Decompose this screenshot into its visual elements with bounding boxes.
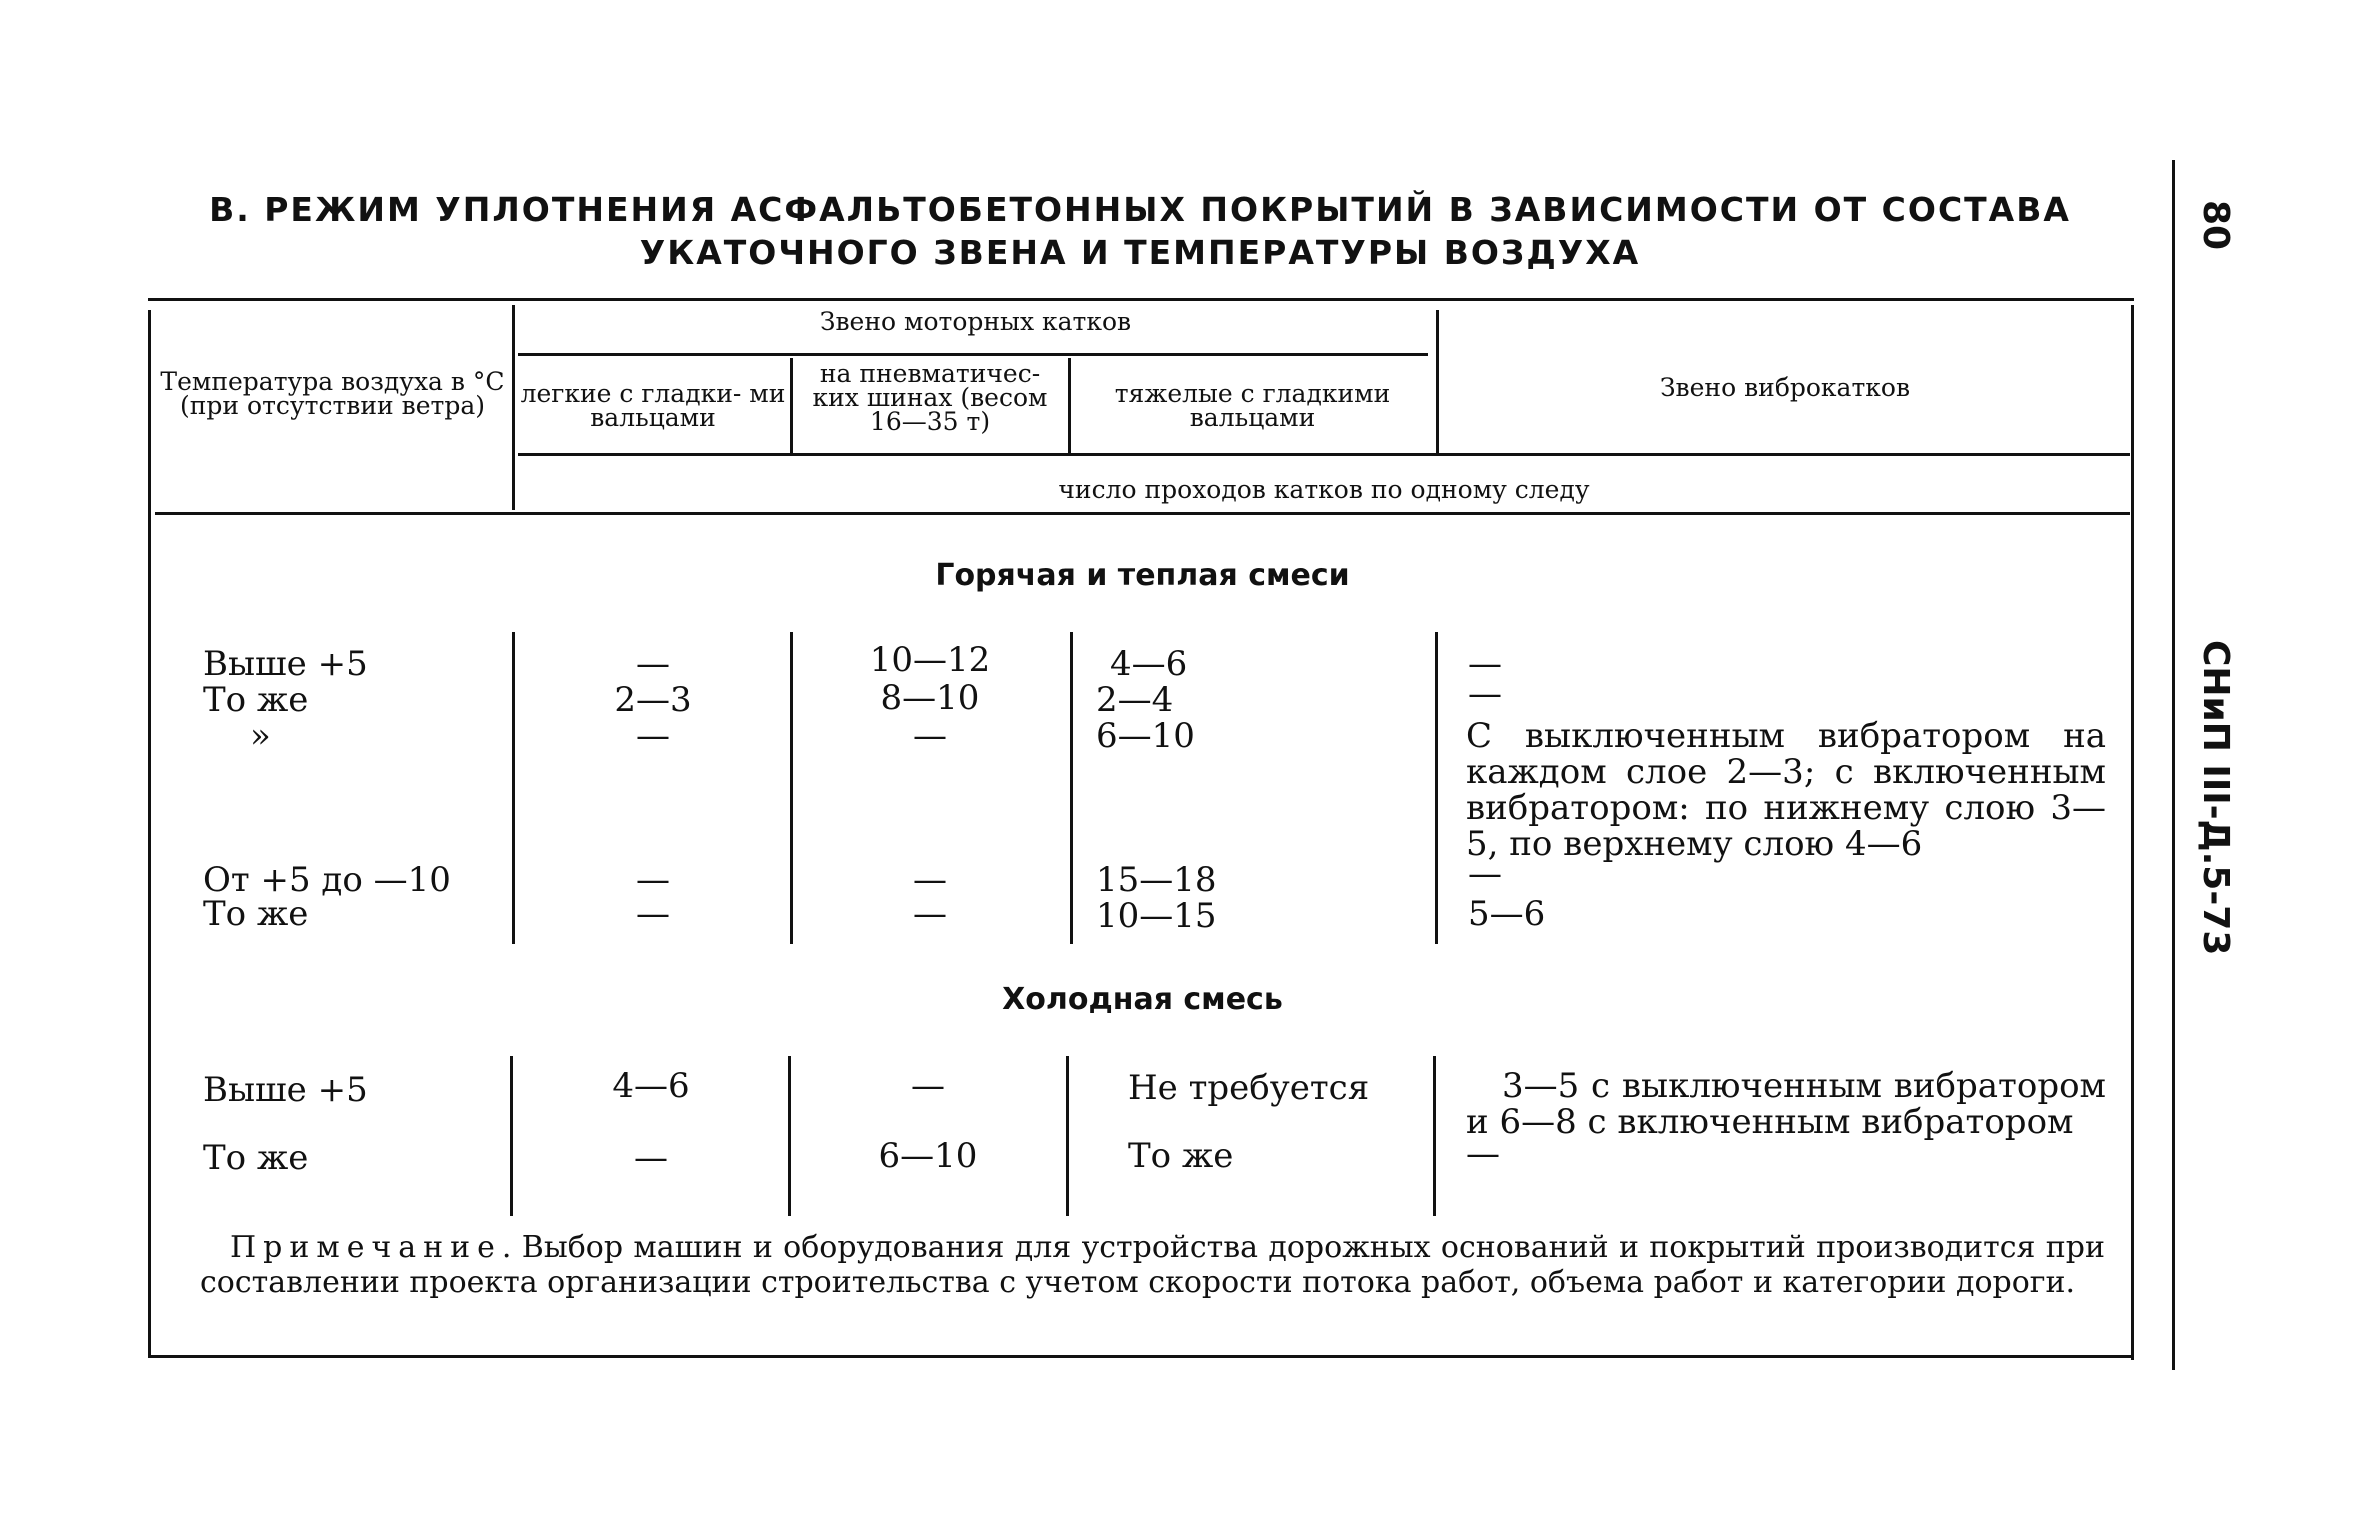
header-temperature: Температура воздуха в °С (при отсутствии ветра) bbox=[160, 367, 505, 420]
table-bottom-rule bbox=[148, 1355, 2134, 1358]
hot-row-4-vibro: — bbox=[1468, 854, 1502, 894]
hot-row-1-pneu: 10—12 bbox=[869, 640, 991, 680]
header-passes: число проходов катков по одному следу bbox=[1058, 475, 1590, 504]
hot-divider-2 bbox=[790, 632, 793, 944]
cold-row-2-heavy: То же bbox=[1128, 1136, 1234, 1176]
table-top-rule bbox=[148, 298, 2134, 301]
hot-divider-1 bbox=[512, 632, 515, 944]
hot-row-1-light: — bbox=[636, 644, 670, 684]
hot-row-1-temp: Выше +5 bbox=[203, 644, 368, 684]
hot-row-5-temp: То же bbox=[203, 894, 309, 934]
cold-divider-1 bbox=[510, 1056, 513, 1216]
header-motor-group: Звено моторных катков bbox=[819, 307, 1132, 336]
hot-row-5-pneu: — bbox=[913, 894, 947, 934]
cold-row-1-pneu: — bbox=[911, 1066, 945, 1106]
note-text: . Выбор машин и оборудования для устройства дорожных оснований и покрытий производится при составлении проекта организации строительства с учетом скорости потока работ, объема работ и категории дороги. bbox=[200, 1230, 2105, 1300]
header-bottom-rule bbox=[155, 512, 2130, 515]
hot-row-4-light: — bbox=[636, 860, 670, 900]
cold-divider-4 bbox=[1433, 1056, 1436, 1216]
hot-row-5-vibro: 5—6 bbox=[1468, 894, 1546, 934]
page-title-line-2: УКАТОЧНОГО ЗВЕНА И ТЕМПЕРАТУРЫ ВОЗДУХА bbox=[639, 233, 1641, 272]
document-code: СНиП III-Д.5-73 bbox=[2195, 640, 2236, 956]
hot-divider-3 bbox=[1070, 632, 1073, 944]
hot-row-3-light: — bbox=[636, 716, 670, 756]
cold-row-1-heavy: Не требуется bbox=[1128, 1068, 1370, 1108]
cold-row-2-light: — bbox=[634, 1138, 668, 1178]
cold-row-2-pneu: 6—10 bbox=[878, 1136, 978, 1176]
cold-row-2-vibro: — bbox=[1466, 1134, 1500, 1174]
hot-row-5-light: — bbox=[636, 894, 670, 934]
hot-row-2-vibro: — bbox=[1468, 674, 1502, 714]
header-divider-heavy bbox=[1436, 310, 1439, 455]
hot-row-1-heavy: 4—6 bbox=[1110, 644, 1188, 684]
page-number: 80 bbox=[2195, 200, 2236, 251]
cold-row-1-vibro: 3—5 с выключенным вибратором и 6—8 с включенным вибратором bbox=[1466, 1066, 2106, 1142]
cold-row-1-temp: Выше +5 bbox=[203, 1070, 368, 1110]
hot-row-3-heavy: 6—10 bbox=[1096, 716, 1195, 756]
section-title-hot: Горячая и теплая смеси bbox=[935, 558, 1350, 593]
cold-divider-3 bbox=[1066, 1056, 1069, 1216]
header-light-rollers: легкие с гладки- ми вальцами bbox=[520, 379, 786, 432]
hot-row-3-pneu: — bbox=[913, 716, 947, 756]
table-right-border bbox=[2131, 305, 2134, 1360]
table-note bbox=[200, 1230, 2105, 1300]
cold-row-1-light: 4—6 bbox=[612, 1066, 690, 1106]
header-vibro-rollers: Звено виброкатков bbox=[1659, 373, 1911, 402]
cold-row-2-temp: То же bbox=[203, 1138, 309, 1178]
hot-row-5-heavy: 10—15 bbox=[1096, 896, 1217, 936]
hot-row-3-temp: » bbox=[250, 716, 271, 756]
header-heavy-rollers: тяжелые с гладкими вальцами bbox=[1114, 379, 1391, 432]
hot-row-2-pneu: 8—10 bbox=[880, 678, 980, 718]
hot-row-1-vibro: — bbox=[1468, 644, 1502, 684]
hot-row-4-pneu: — bbox=[913, 860, 947, 900]
hot-row-3-vibro: С выключенным вибратором на каждом слое 2—3; с включенным вибратором: по нижнему слою 3—5, по верхнему слою 4—6 bbox=[1466, 716, 2106, 864]
section-title-cold: Холодная смесь bbox=[1002, 982, 1283, 1017]
side-divider bbox=[2172, 160, 2175, 1370]
header-divider-light bbox=[790, 358, 793, 453]
note-label: Примечание bbox=[230, 1230, 502, 1265]
hot-row-2-heavy: 2—4 bbox=[1096, 680, 1174, 720]
cold-divider-2 bbox=[788, 1056, 791, 1216]
header-divider-pneu bbox=[1068, 358, 1071, 453]
header-motor-underline bbox=[518, 353, 1428, 356]
hot-row-2-light: 2—3 bbox=[614, 680, 692, 720]
header-pneumatic-rollers: на пневматичес- ких шинах (весом 16—35 т) bbox=[812, 359, 1048, 436]
table-left-border bbox=[148, 310, 151, 1355]
page-title-line-1: В. РЕЖИМ УПЛОТНЕНИЯ АСФАЛЬТОБЕТОННЫХ ПОКРЫТИЙ В ЗАВИСИМОСТИ ОТ СОСТАВА bbox=[209, 190, 2071, 229]
hot-row-4-heavy: 15—18 bbox=[1096, 860, 1217, 900]
hot-divider-4 bbox=[1435, 632, 1438, 944]
header-passes-overline bbox=[518, 453, 2130, 456]
hot-row-4-temp: От +5 до —10 bbox=[203, 860, 451, 900]
hot-row-2-temp: То же bbox=[203, 680, 309, 720]
header-divider-temp bbox=[512, 305, 515, 510]
